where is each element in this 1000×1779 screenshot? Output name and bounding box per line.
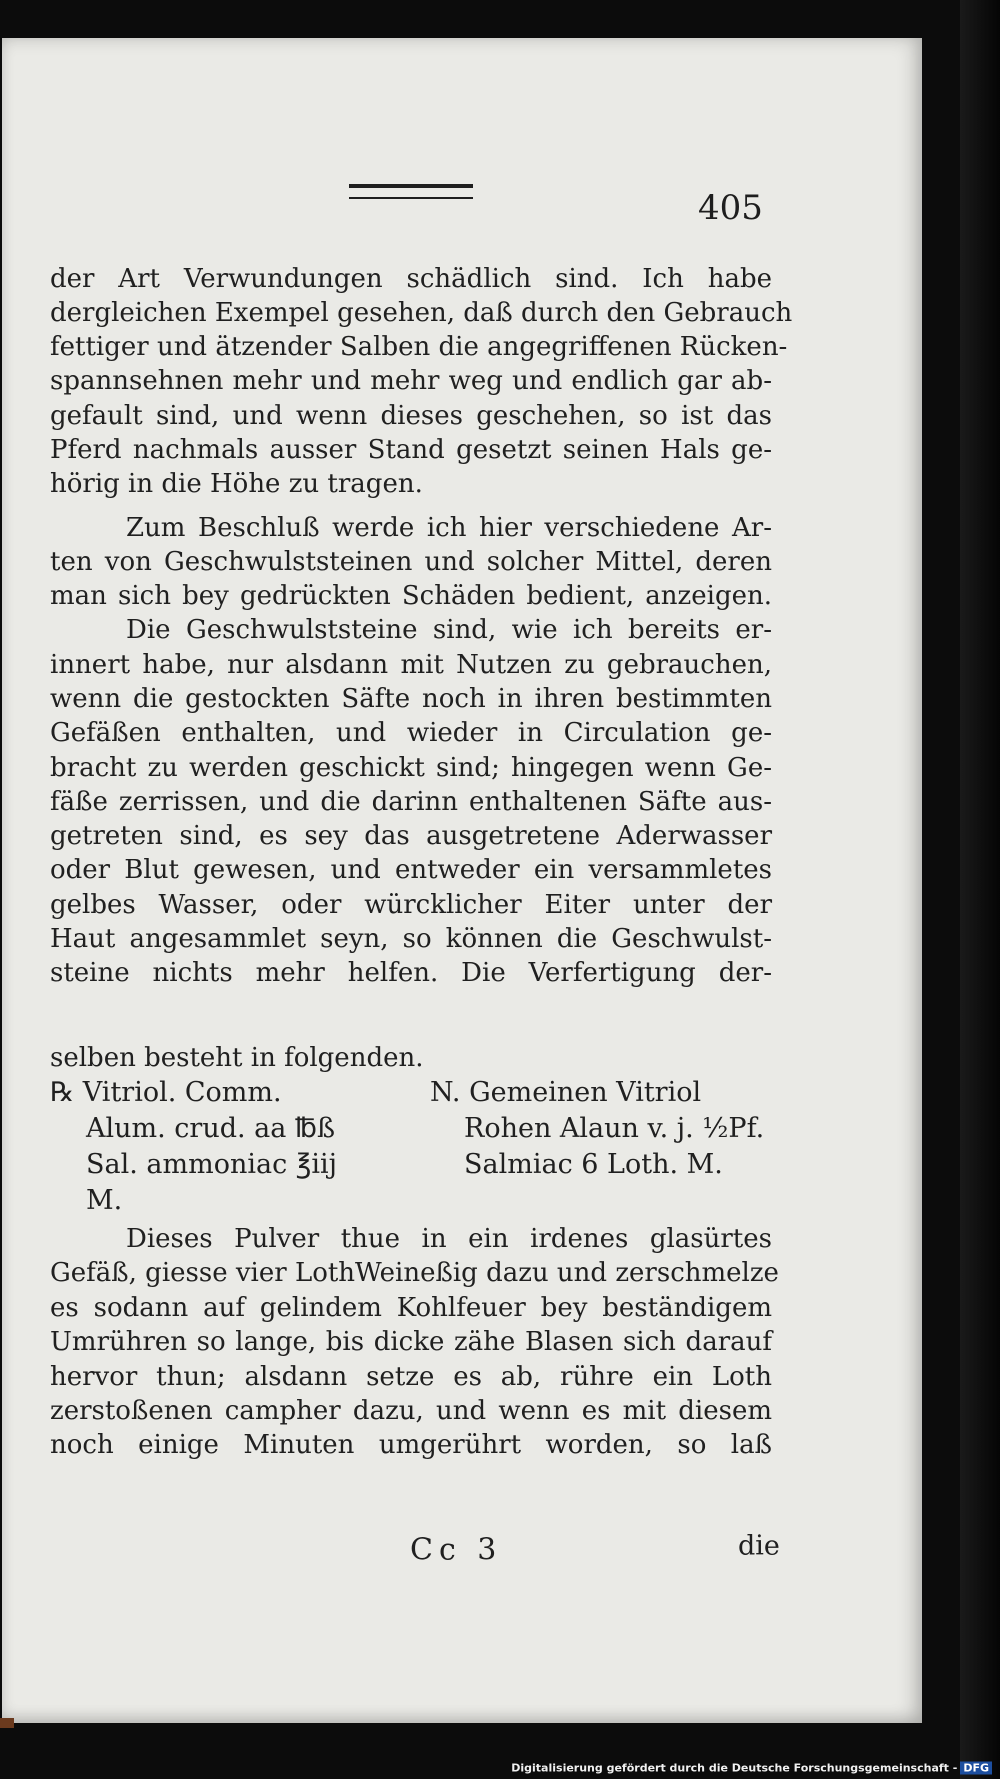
- body-line: spannsehnen mehr und mehr weg und endlich gar ab-: [50, 366, 772, 396]
- dfg-logo: DFG: [960, 1762, 992, 1775]
- body-line: bracht zu werden geschickt sind; hingegen wenn Ge-: [50, 753, 772, 783]
- page-number: 405: [698, 188, 763, 228]
- body-line: dergleichen Exempel gesehen, daß durch den Gebrauch: [50, 298, 793, 328]
- body-line: fäße zerrissen, und die darinn enthaltenen Säfte aus-: [50, 787, 772, 817]
- credit-text: Digitalisierung gefördert durch die Deutsche Forschungsgemeinschaft -: [511, 1761, 958, 1775]
- body-line: wenn die gestockten Säfte noch in ihren bestimmten: [50, 684, 772, 714]
- body-line: man sich bey gedrückten Schäden bedient, anzeigen.: [50, 581, 772, 611]
- body-line: Die Geschwulststeine sind, wie ich bereits er-: [126, 615, 772, 645]
- body-line: Dieses Pulver thue in ein irdenes glasürtes: [126, 1224, 772, 1254]
- body-line: hörig in die Höhe zu tragen.: [50, 469, 423, 499]
- body-line: ten von Geschwulststeinen und solcher Mittel, deren: [50, 547, 772, 577]
- body-line: innert habe, nur alsdann mit Nutzen zu gebrauchen,: [50, 650, 772, 680]
- body-line: es sodann auf gelindem Kohlfeuer bey beständigem: [50, 1293, 772, 1323]
- signature-mark: Cc 3: [410, 1532, 503, 1568]
- body-line: Zum Beschluß werde ich hier verschiedene Ar-: [126, 513, 772, 543]
- catchword: die: [738, 1530, 780, 1562]
- recipe-german-line: Rohen Alaun v. j. ½Pf.: [464, 1113, 765, 1144]
- body-line: gelbes Wasser, oder würcklicher Eiter unter der: [50, 890, 772, 920]
- recipe-latin-line: M.: [86, 1185, 123, 1216]
- digitization-credit: [511, 1762, 992, 1775]
- body-line: Umrühren so lange, bis dicke zähe Blasen sich darauf: [50, 1327, 772, 1357]
- recipe-german-line: N. Gemeinen Vitriol: [430, 1077, 702, 1108]
- body-line: getreten sind, es sey das ausgetretene Aderwasser: [50, 821, 772, 851]
- page-edge-tab: [0, 1718, 14, 1728]
- body-line: Gefäß, giesse vier LothWeineßig dazu und zerschmelze: [50, 1258, 779, 1288]
- body-line: oder Blut gewesen, und entweder ein versammletes: [50, 855, 772, 885]
- recipe-latin-line: ℞ Vitriol. Comm.: [50, 1077, 282, 1108]
- body-line: fettiger und ätzender Salben die angegriffenen Rücken-: [50, 332, 788, 362]
- body-line: steine nichts mehr helfen. Die Verfertigung der-: [50, 958, 772, 988]
- book-page: [2, 38, 922, 1723]
- body-line: selben besteht in folgenden.: [50, 1043, 424, 1073]
- recipe-german-line: Salmiac 6 Loth. M.: [464, 1149, 723, 1180]
- body-line: Haut angesammlet seyn, so können die Geschwulst-: [50, 924, 772, 954]
- recipe-latin-line: Sal. ammoniac ℥iij: [86, 1149, 338, 1180]
- body-line: zerstoßenen campher dazu, und wenn es mit diesem: [50, 1396, 772, 1426]
- header-ornament-rule: [349, 184, 473, 199]
- body-line: der Art Verwundungen schädlich sind. Ich habe: [50, 264, 772, 294]
- body-line: Gefäßen enthalten, und wieder in Circulation ge-: [50, 718, 772, 748]
- body-line: Pferd nachmals ausser Stand gesetzt seinen Hals ge-: [50, 435, 772, 465]
- recipe-latin-line: Alum. crud. aa ℔ß: [86, 1113, 336, 1144]
- body-line: gefault sind, und wenn dieses geschehen, so ist das: [50, 401, 772, 431]
- body-line: hervor thun; alsdann setze es ab, rühre ein Loth: [50, 1362, 772, 1392]
- scan-border: [960, 0, 1000, 1779]
- body-line: noch einige Minuten umgerührt worden, so laß: [50, 1430, 772, 1460]
